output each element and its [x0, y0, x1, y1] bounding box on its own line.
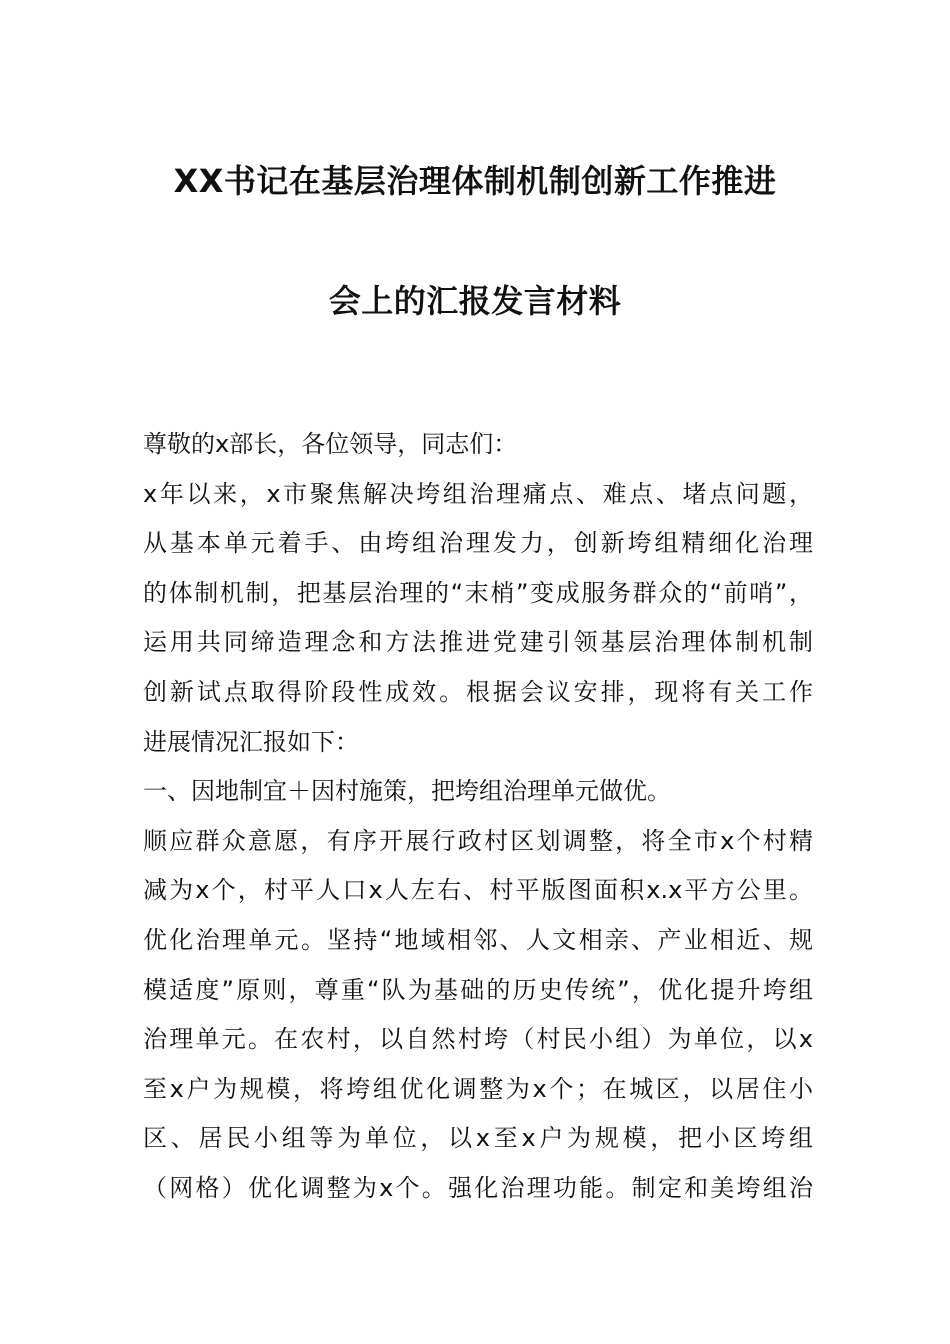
body-line: 治理单元。在农村，以自然村垮（村民小组）为单位，以x: [143, 1025, 813, 1054]
body-line: 优化治理单元。坚持“地域相邻、人文相亲、产业相近、规: [143, 925, 813, 954]
document-title-line-2: 会上的汇报发言材料: [328, 282, 622, 320]
body-line: 区、居民小组等为单位，以x至x户为规模，把小区垮组: [143, 1124, 813, 1153]
body-line: 模适度”原则，尊重“队为基础的历史传统”，优化提升垮组: [143, 975, 813, 1004]
document-title-line-1: XX书记在基层治理体制机制创新工作推进: [173, 162, 777, 200]
body-line: 进展情况汇报如下：: [143, 727, 359, 756]
body-line: 创新试点取得阶段性成效。根据会议安排，现将有关工作: [143, 677, 813, 706]
body-line: 减为x个，村平人口x人左右、村平版图面积x.x平方公里。: [143, 876, 813, 905]
body-line: 顺应群众意愿，有序开展行政村区划调整，将全市x个村精: [143, 826, 813, 855]
body-line: （网格）优化调整为x个。强化治理功能。制定和美垮组治: [143, 1173, 813, 1202]
body-line: 的体制机制，把基层治理的“末梢”变成服务群众的“前哨”，: [143, 578, 813, 607]
body-line: 运用共同缔造理念和方法推进党建引领基层治理体制机制: [143, 628, 813, 657]
body-line: 一、因地制宜＋因村施策，把垮组治理单元做优。: [143, 777, 671, 806]
body-line: 至x户为规模，将垮组优化调整为x个；在城区，以居住小: [143, 1074, 813, 1103]
body-line: 从基本单元着手、由垮组治理发力，创新垮组精细化治理: [143, 529, 813, 558]
body-line: 尊敬的x部长，各位领导，同志们：: [143, 430, 518, 458]
body-line: x年以来，x市聚焦解决垮组治理痛点、难点、堵点问题，: [143, 479, 813, 508]
document-body: [143, 420, 813, 1214]
